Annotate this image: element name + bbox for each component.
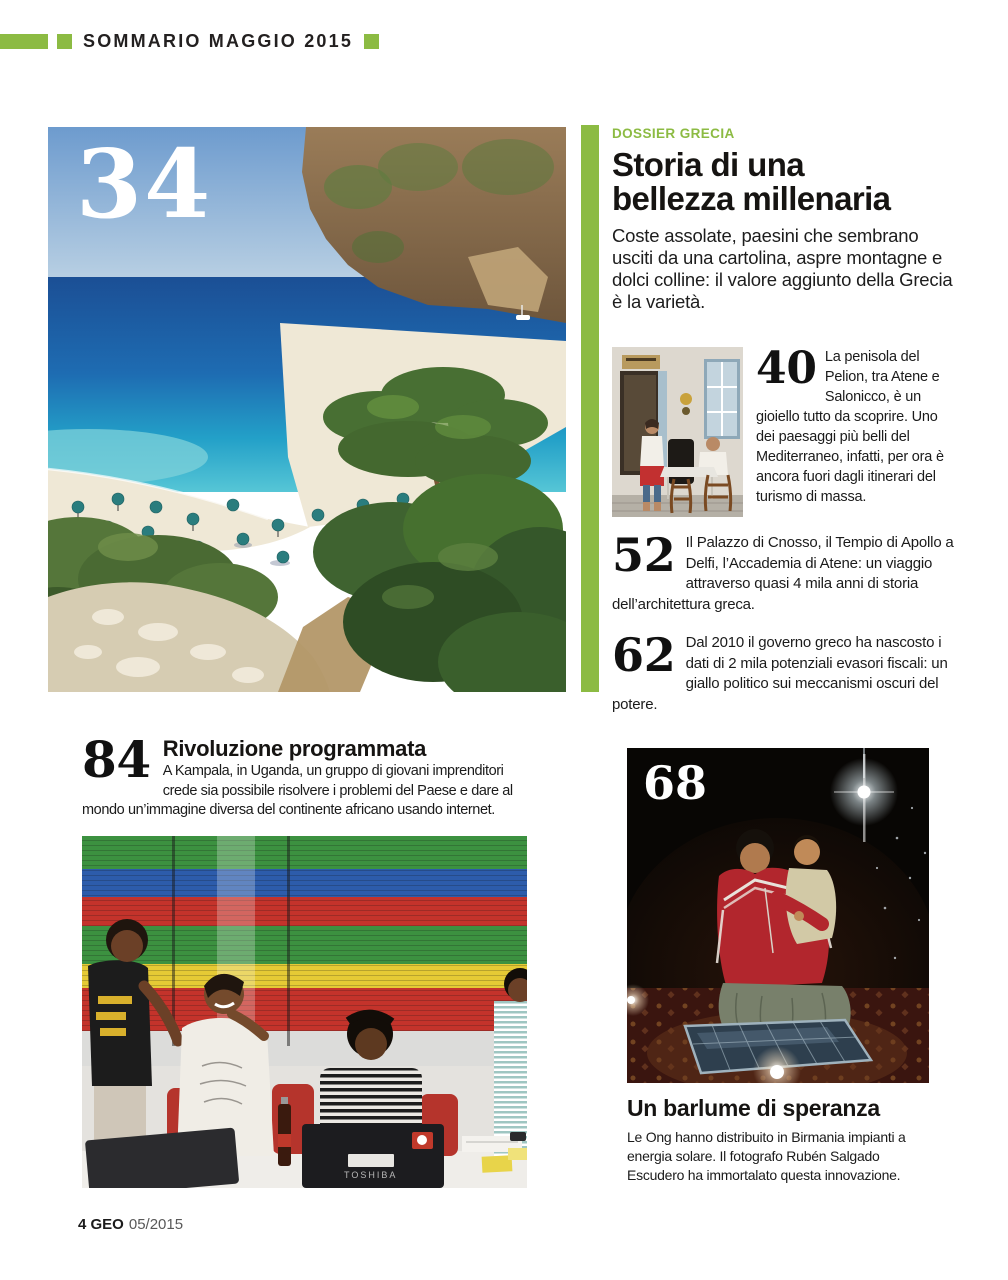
beach-photo [48,127,566,692]
uganda-section [82,730,537,1193]
green-square-icon [364,34,379,49]
toc-item-text: A Kampala, in Uganda, un gruppo di giovani imprenditori crede sia possibile risolvere i problemi del Paese e dare al mondo un’immagine diversa del continente africano usando internet. [82,763,513,818]
dossier-section [612,126,960,715]
page-number-overlay: 34 [76,129,213,240]
dossier-title-line1: Storia di una [612,146,805,183]
toc-page-number: 84 [82,730,151,789]
laptop-brand-text: TOSHIBA [344,1169,398,1180]
toc-page-number: 62 [612,628,676,682]
dossier-title [612,148,960,216]
toc-item-40 [612,343,960,517]
myanmar-section [627,748,935,1185]
uganda-photo [82,836,527,1188]
dossier-lead: Coste assolate, paesini che sembrano usciti da una cartolina, aspre montagne e dolci colline: il valore aggiunto della Grecia è la varietà. [612,225,953,312]
myanmar-text: Le Ong hanno distribuito in Birmania impianti a energia solare. Il fotografo Rubén Salgado Escudero ha immortalato questa innovazione. [627,1129,906,1183]
green-square-icon [57,34,72,49]
footer-page-label: 4 GEO [78,1216,124,1233]
toc-item-52 [612,528,960,615]
toc-item-text: Il Palazzo di Cnosso, il Tempio di Apollo a Delfi, l’Accademia di Atene: un viaggio attraverso quasi 4 mila anni di storia dell’architettura greca. [612,534,954,613]
footer-issue: 05/2015 [128,1216,184,1233]
toc-page-number: 40 [756,343,817,394]
green-divider-bar [581,125,599,692]
myanmar-photo [627,748,929,1083]
toc-item-40-body [756,343,960,517]
toc-item-text: La penisola del Pelion, tra Atene e Salonicco, è un gioiello tutto da scoprire. Uno dei paesaggi più belli del Mediterraneo, infatti, per ora è ancora fuori dagli itinerari del turismo di massa. [756,349,944,505]
uganda-title: Rivoluzione programmata [162,736,427,761]
myanmar-title: Un barlume di speranza [627,1095,880,1121]
toc-page-number: 52 [612,528,676,582]
toc-item-text: Dal 2010 il governo greco ha nascosto i dati di 2 mila potenziali evasori fiscali: un giallo politico sui meccanismi oscuri del potere. [612,634,948,713]
page-number-overlay: 68 [643,756,708,810]
toc-item-84 [82,730,537,821]
edge-bar [0,34,48,49]
masthead [0,33,379,49]
dossier-kicker: DOSSIER GRECIA [612,126,735,141]
taverna-photo [612,347,743,517]
page-title: SOMMARIO MAGGIO 2015 [83,31,354,51]
toc-item-62 [612,628,960,715]
page-footer [78,1216,183,1233]
dossier-title-line2: bellezza millenaria [612,180,891,217]
